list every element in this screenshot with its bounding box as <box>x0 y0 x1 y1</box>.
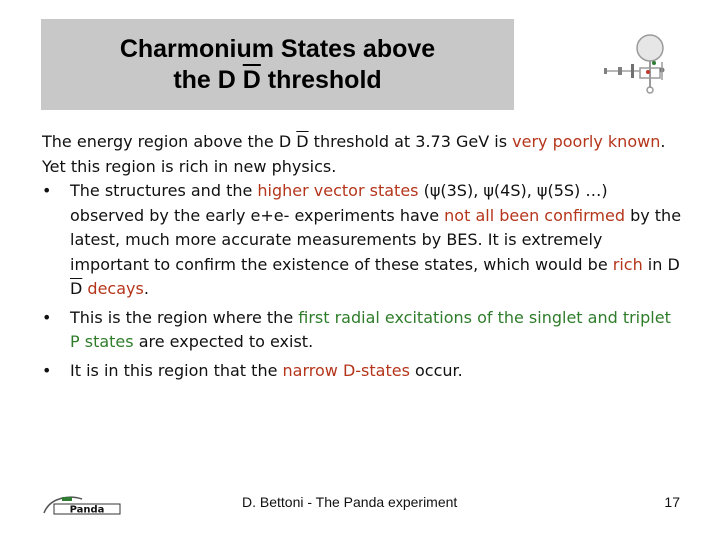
bullet-3-emphasis-red: narrow D-states <box>282 360 410 380</box>
bullet-1-text-2: (ψ(3S), ψ(4S), ψ(5S) …) observed by the early e+e- experiments have <box>70 181 608 225</box>
bullet-1-emphasis-2: not all been confirmed <box>444 205 625 225</box>
bullet-item-vector-states <box>42 179 682 302</box>
bullet-1-text-1: The structures and the <box>70 181 258 200</box>
bullet-2-text-1: This is the region where the <box>70 307 299 327</box>
bullet-item-radial-excitations <box>42 306 682 355</box>
title-text-post: threshold <box>260 65 382 94</box>
slide-title-line-2 <box>173 65 381 96</box>
page-number: 17 <box>664 494 680 510</box>
bullet-1-dbar: $\overline{D}$ <box>70 279 83 298</box>
bullet-1-emphasis-1: higher vector states <box>257 181 419 200</box>
intro-dbar: $\overline{D}$ <box>296 132 309 151</box>
bullet-3-text-1: It is in this region that the <box>70 360 283 380</box>
panda-footer-logo-icon <box>40 493 122 519</box>
bullet-marker: • <box>42 181 52 200</box>
bullet-marker: • <box>42 360 52 380</box>
title-dbar: $\overline{D}$ <box>242 65 261 94</box>
panda-detector-logo-icon <box>596 28 676 100</box>
footer-author: D. Bettoni - The Panda experiment <box>242 494 458 510</box>
footer-logo-text: Panda <box>69 504 105 516</box>
intro-text-3: . Yet this region is rich in new physics. <box>42 132 666 176</box>
slide-title-line-1: Charmonium States above <box>119 34 436 63</box>
intro-paragraph <box>42 130 682 179</box>
title-box <box>41 19 514 110</box>
bullet-2-emphasis-green: first radial excitations of the singlet and triplet P states <box>70 307 671 351</box>
bullet-marker: • <box>42 307 52 327</box>
intro-emphasis-red-2: known <box>607 132 661 151</box>
bullet-item-narrow-d-states <box>42 359 682 384</box>
intro-emphasis-red: very poorly <box>512 132 603 151</box>
bullet-1-emphasis-4: decays <box>87 279 144 298</box>
title-text-pre: the D <box>173 65 243 94</box>
bullet-1-text-6: . <box>143 279 149 298</box>
bullet-1-emphasis-3: rich <box>612 254 643 274</box>
bullet-1-text-4: in D <box>642 254 680 274</box>
bullet-list <box>42 179 682 383</box>
intro-text-2: threshold at 3.73 GeV is <box>308 132 513 151</box>
bullet-2-text-2: are expected to exist. <box>133 332 314 351</box>
intro-text-1: The energy region above the D <box>42 132 297 151</box>
slide-content <box>42 130 682 383</box>
bullet-1-text-3: by the latest, much more accurate measurements by BES. It is extremely important to confirm the existence of these states, which would be <box>70 205 682 274</box>
bullet-3-text-2: occur. <box>409 360 463 380</box>
